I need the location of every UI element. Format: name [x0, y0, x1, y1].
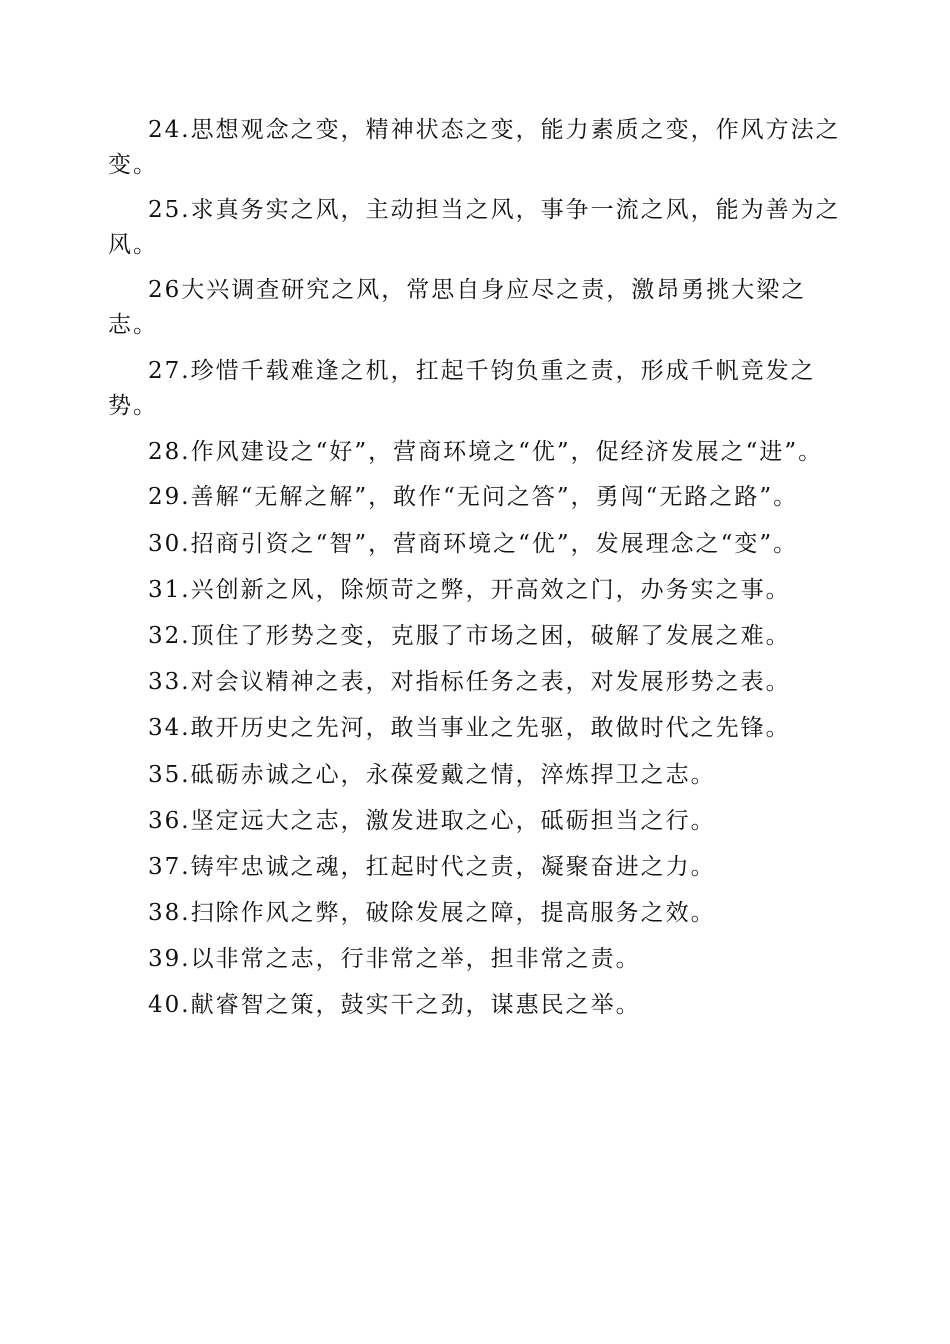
list-item-24: 24.思想观念之变，精神状态之变，能力素质之变，作风方法之变。 [108, 117, 841, 178]
list-item-38: 38.扫除作风之弊，破除发展之障，提高服务之效。 [148, 900, 716, 927]
list-item-25: 25.求真务实之风，主动担当之风，事争一流之风，能为善为之风。 [108, 197, 841, 258]
list-item-27: 27.珍惜千载难逢之机，扛起千钧负重之责，形成千帆竞发之势。 [108, 358, 816, 420]
list-item-26: 26大兴调查研究之风，常思自身应尽之责，激昂勇挑大梁之志。 [108, 277, 807, 338]
list-item-40: 40.献睿智之策，鼓实干之劲，谋惠民之举。 [148, 992, 641, 1019]
list-item-30: 30.招商引资之“智”，营商环境之“优”，发展理念之“变”。 [148, 530, 799, 557]
list-item-29: 29.善解“无解之解”，敢作“无问之答”，勇闯“无路之路”。 [148, 484, 799, 511]
document-body [108, 113, 848, 1035]
list-item-32: 32.顶住了形势之变，克服了市场之困，破解了发展之难。 [148, 622, 791, 649]
list-item-35: 35.砥砺赤诚之心，永葆爱戴之情，淬炼捍卫之志。 [148, 761, 716, 788]
list-item-37: 37.铸牢忠诚之魂，扛起时代之责，凝聚奋进之力。 [148, 853, 716, 880]
list-item-34: 34.敢开历史之先河，敢当事业之先驱，敢做时代之先锋。 [148, 715, 791, 742]
list-item-31: 31.兴创新之风，除烦苛之弊，开高效之门，办务实之事。 [148, 576, 791, 603]
list-item-28: 28.作风建设之“好”，营商环境之“优”，促经济发展之“进”。 [148, 439, 824, 466]
list-item-39: 39.以非常之志，行非常之举，担非常之责。 [148, 946, 641, 973]
list-item-36: 36.坚定远大之志，激发进取之心，砥砺担当之行。 [148, 807, 716, 834]
list-item-33: 33.对会议精神之表，对指标任务之表，对发展形势之表。 [148, 669, 791, 696]
